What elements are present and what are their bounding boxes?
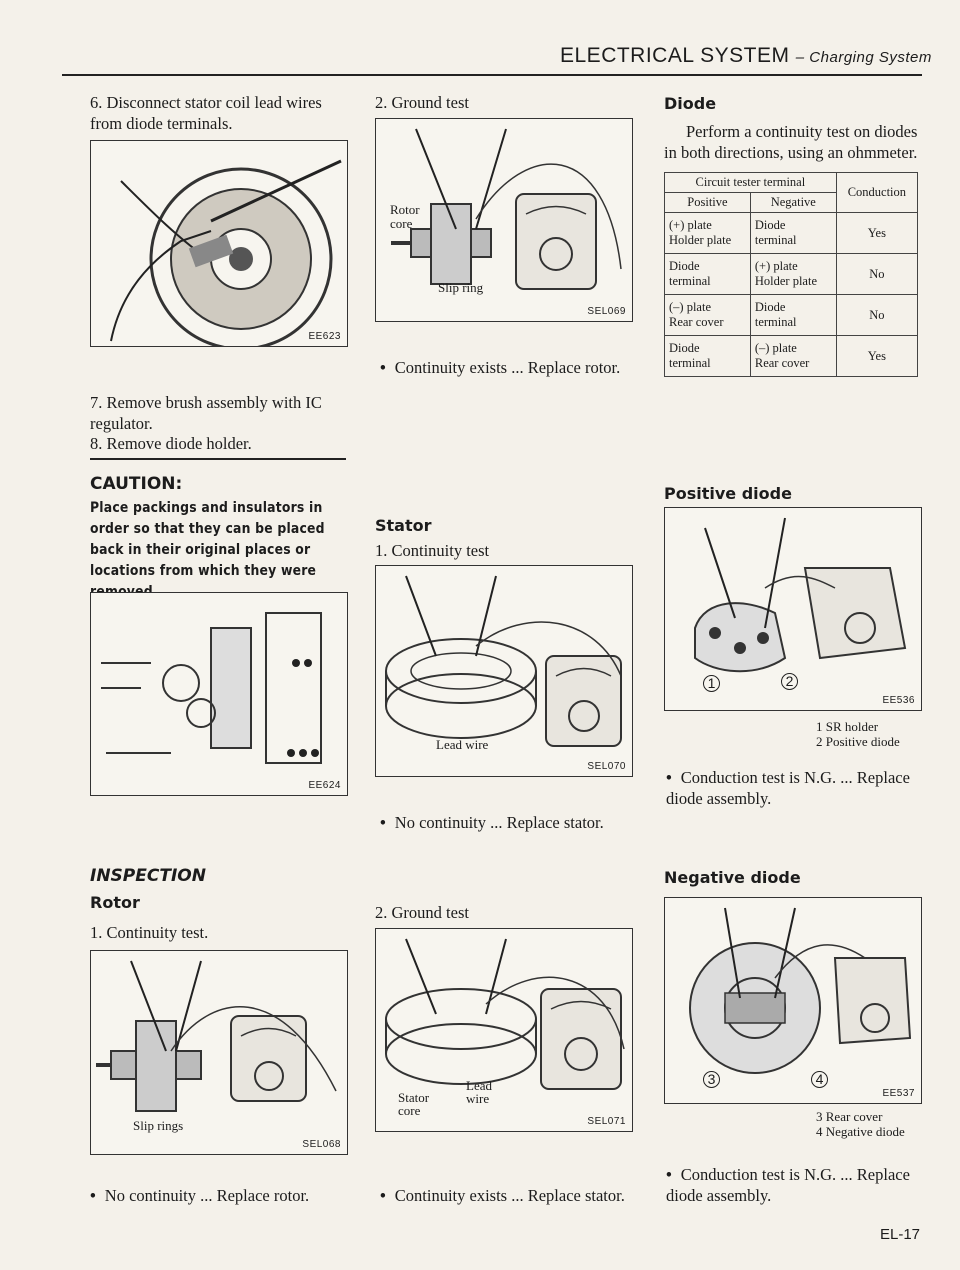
rotor-label: Rotor [390, 202, 420, 217]
figure-sel070 [375, 565, 633, 777]
stator-ground-result: • Continuity exists ... Replace stator. [380, 1185, 625, 1206]
conduction-header: Conduction [836, 173, 917, 213]
tester-terminal-header: Circuit tester terminal [665, 173, 837, 193]
header-title: ELECTRICAL SYSTEM [560, 44, 790, 67]
core-label: core [398, 1103, 421, 1118]
stator-disconnect-illustration [91, 141, 347, 346]
positive-header: Positive [665, 193, 751, 213]
diode-conduction-table [664, 172, 918, 377]
legend-item: 1 SR holder [816, 719, 879, 734]
conduction-cell: No [836, 295, 917, 336]
positive-cell: (+) plate Holder plate [665, 213, 751, 254]
caution-title: CAUTION: [90, 474, 183, 494]
callout-4: 4 [811, 1071, 828, 1088]
diode-intro-text: Perform a continuity test on diodes in both directions, using an ohmmeter. [664, 122, 918, 162]
conduction-cell: Yes [836, 336, 917, 377]
inspection-heading: INSPECTION [90, 866, 206, 886]
lead-wire-label [466, 1079, 492, 1105]
ground-test-heading: 2. Ground test [375, 93, 469, 112]
figure-sel069 [375, 118, 633, 322]
negative-diode-result: • Conduction test is N.G. ... Replace diode assembly. [666, 1164, 922, 1206]
lead-label: Lead [466, 1078, 492, 1093]
rotor-ground-result: • Continuity exists ... Replace rotor. [380, 357, 620, 378]
positive-cell: (–) plate Rear cover [665, 295, 751, 336]
negative-cell: (+) plate Holder plate [750, 254, 836, 295]
callout-2: 2 [781, 673, 798, 690]
negative-cell: Diode terminal [750, 295, 836, 336]
stator-continuity-illustration [376, 566, 632, 776]
figure-code: SEL071 [587, 1116, 626, 1127]
legend-item: 4 Negative diode [816, 1124, 905, 1139]
negative-diode-heading: Negative diode [664, 868, 801, 887]
rotor-heading: Rotor [90, 893, 140, 912]
diode-holder-exploded-illustration [91, 593, 347, 795]
stator-heading: Stator [375, 516, 432, 535]
figure-code: SEL069 [587, 306, 626, 317]
rotor-continuity-illustration [91, 951, 347, 1154]
legend-negative [816, 1109, 905, 1139]
figure-ee624 [90, 592, 348, 796]
figure-code: EE536 [882, 695, 915, 706]
page-number: EL-17 [880, 1226, 921, 1243]
figure-ee623 [90, 140, 348, 347]
legend-item: 2 Positive diode [816, 734, 900, 749]
stator-label: Stator [398, 1090, 430, 1105]
figure-sel068 [90, 950, 348, 1155]
stator-continuity-result: • No continuity ... Replace stator. [380, 812, 604, 833]
figure-code: EE537 [882, 1088, 915, 1099]
figure-code: EE623 [308, 331, 341, 342]
table-row [665, 213, 918, 254]
figure-ee537 [664, 897, 922, 1104]
positive-diode-heading: Positive diode [664, 484, 792, 503]
figure-ee536 [664, 507, 922, 711]
table-row [665, 254, 918, 295]
lead-wire-label: Lead wire [436, 737, 489, 752]
header-rule [62, 74, 922, 76]
negative-cell: Diode terminal [750, 213, 836, 254]
figure-code: EE624 [308, 780, 341, 791]
header-subtitle: – Charging System [795, 49, 932, 66]
positive-cell: Diode terminal [665, 336, 751, 377]
negative-header: Negative [750, 193, 836, 213]
stator-core-label [398, 1091, 429, 1117]
rotor-step-1: 1. Continuity test. [90, 923, 209, 942]
step-6-text: 6. Disconnect stator coil lead wires from diode terminals. [90, 93, 322, 133]
conduction-cell: Yes [836, 213, 917, 254]
stator-step-2: 2. Ground test [375, 903, 469, 922]
positive-cell: Diode terminal [665, 254, 751, 295]
figure-sel071 [375, 928, 633, 1132]
diode-heading: Diode [664, 94, 717, 113]
conduction-cell: No [836, 254, 917, 295]
negative-cell: (–) plate Rear cover [750, 336, 836, 377]
step-8-text: 8. Remove diode holder. [90, 434, 252, 453]
table-row [665, 336, 918, 377]
stator-step-1: 1. Continuity test [375, 541, 490, 560]
callout-1: 1 [703, 675, 720, 692]
slip-ring-label: Slip ring [438, 280, 484, 295]
legend-positive [816, 719, 900, 749]
legend-item: 3 Rear cover [816, 1109, 883, 1124]
wire-label: wire [466, 1091, 490, 1106]
callout-3: 3 [703, 1071, 720, 1088]
figure-code: SEL068 [302, 1139, 341, 1150]
core-label: core [390, 216, 413, 231]
caution-box [90, 458, 346, 613]
page-header [560, 44, 932, 68]
slip-rings-label: Slip rings [133, 1118, 184, 1133]
step-7-text: 7. Remove brush assembly with IC regulator. [90, 393, 322, 433]
table-row [665, 295, 918, 336]
rotor-core-label [390, 203, 420, 231]
caution-text: Place packings and insulators in order so that they can be placed back in their original places or locations from which they were [90, 500, 325, 579]
figure-code: SEL070 [587, 761, 626, 772]
positive-diode-result: • Conduction test is N.G. ... Replace diode assembly. [666, 767, 922, 809]
rotor-continuity-result: • No continuity ... Replace rotor. [90, 1185, 309, 1206]
negative-diode-test-illustration [665, 898, 921, 1103]
